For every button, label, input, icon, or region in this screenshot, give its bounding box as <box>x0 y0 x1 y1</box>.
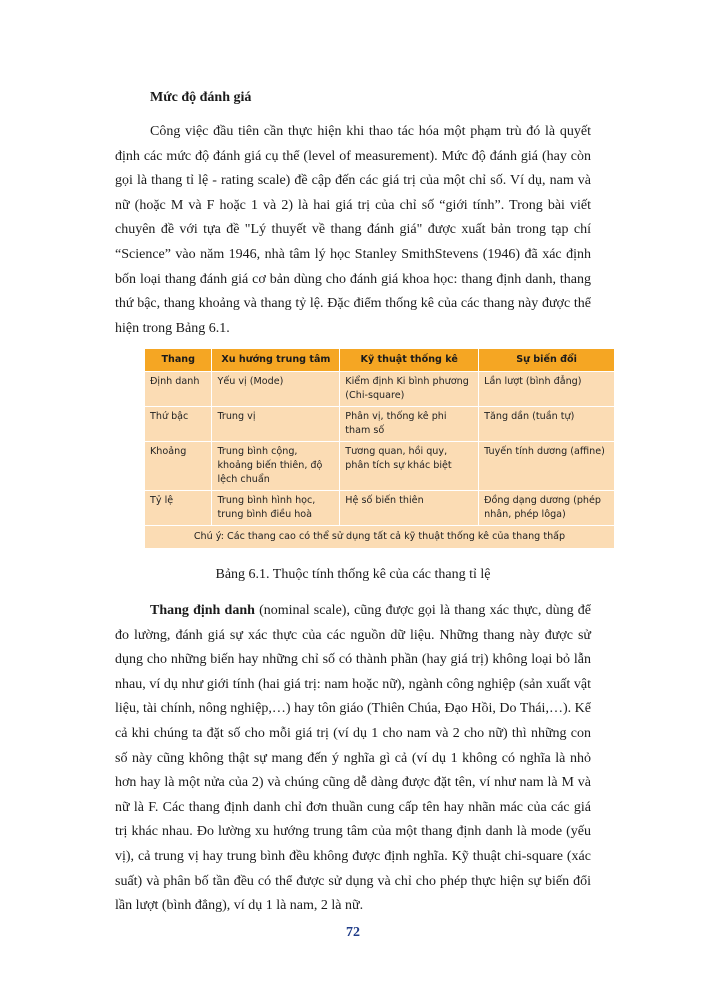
nominal-scale-paragraph <box>115 599 591 919</box>
table-row <box>145 442 615 491</box>
table-header-cell: Thang <box>145 349 212 372</box>
table-cell: Trung bình cộng, khoảng biến thiên, độ lệch chuẩn <box>212 442 340 491</box>
table-cell: Tương quan, hồi quy, phân tích sự khác biệt <box>340 442 479 491</box>
table-row <box>145 407 615 442</box>
table-cell: Tuyến tính dương (affine) <box>479 442 615 491</box>
table-cell: Đồng dạng dương (phép nhân, phép lôga) <box>479 491 615 526</box>
table-cell: Định danh <box>145 372 212 407</box>
table-cell: Tăng dần (tuần tự) <box>479 407 615 442</box>
table-header-cell: Kỹ thuật thống kê <box>340 349 479 372</box>
nominal-scale-text: (nominal scale), cũng được gọi là thang xác thực, dùng để đo lường, đánh giá sự xác thực của các nguồn dữ liệu. Những thang này được sử dụng cho những biến hay những chỉ số có thành phần (hay giá trị) không loại bỏ lẫn nhau, ví dụ như giới tính (hai giá trị: nam hoặc nữ), ngành công nghiệp (sản xuất vật liệu, tài chính, nông nghiệp,…) hay tôn giáo (Thiên Chúa, Đạo Hồi, Do Thái,…). Kể cả khi chúng ta đặt số cho mỗi giá trị (ví dụ 1 cho nam và 2 cho nữ) thì những con số này cũng không thật sự mang đến ý nghĩa gì cả (ví dụ 1 không có nghĩa là nhỏ hơn hay là một nửa của 2) và chúng cũng dễ dàng được đặt tên, ví như nam là M và nữ là F. Các thang định danh chỉ đơn thuần cung cấp tên hay nhãn mác của các giá trị khác nhau. Đo lường xu hướng trung tâm của một thang định danh là mode (yếu vị), cả trung vị hay trung bình đều không được định nghĩa. Kỹ thuật chi-square (xác suất) và phân bố tần đều có thể được sử dụng và chỉ cho phép thực hiện sự biến đổi lần lượt (bình đẳng), ví dụ 1 là nam, 2 là nữ. <box>115 603 591 914</box>
page-number: 72 <box>346 925 360 940</box>
table-cell: Kiểm định Ki bình phương (Chi-square) <box>340 372 479 407</box>
table-cell: Hệ số biến thiên <box>340 491 479 526</box>
table-cell: Thứ bậc <box>145 407 212 442</box>
table-cell: Khoảng <box>145 442 212 491</box>
intro-paragraph <box>115 120 591 341</box>
table-header-cell: Xu hướng trung tâm <box>212 349 340 372</box>
table-caption: Bảng 6.1. Thuộc tính thống kê của các thang tỉ lệ <box>215 567 491 582</box>
table-cell: Tỷ lệ <box>145 491 212 526</box>
intro-paragraph-text: Công việc đầu tiên cần thực hiện khi thao tác hóa một phạm trù đó là quyết định các mức độ đánh giá cụ thể (level of measurement). Mức độ đánh giá (hay còn gọi là thang tỉ lệ - rating scale) đề cập đến các giá trị của một chỉ số. Ví dụ, nam và nữ (hoặc M và F hoặc 1 và 2) là hai giá trị của chỉ số “giới tính”. Trong bài viết chuyên đề với tựa đề "Lý thuyết về thang đánh giá" được xuất bản trong tạp chí “Science” vào năm 1946, nhà tâm lý học Stanley SmithStevens (1946) đã xác định bốn loại thang đánh giá cơ bản dùng cho đánh giá khoa học: thang định danh, thang thứ bậc, thang khoảng và thang tỷ lệ. Đặc điểm thống kê của các thang này được thể hiện trong Bảng 6.1. <box>115 124 591 336</box>
table-note: Chú ý: Các thang cao có thể sử dụng tất cả kỹ thuật thống kê của thang thấp <box>145 526 615 549</box>
nominal-scale-term: Thang định danh <box>150 603 255 618</box>
table-row <box>145 491 615 526</box>
table-note-row <box>145 526 615 549</box>
table-cell: Lần lượt (bình đẳng) <box>479 372 615 407</box>
statistics-table <box>145 349 615 548</box>
table-cell: Phân vị, thống kê phi tham số <box>340 407 479 442</box>
section-heading: Mức độ đánh giá <box>150 90 252 105</box>
table-header-row <box>145 349 615 372</box>
table-row <box>145 372 615 407</box>
table-cell: Trung bình hình học, trung bình điều hoà <box>212 491 340 526</box>
table-header-cell: Sự biến đổi <box>479 349 615 372</box>
table-cell: Yếu vị (Mode) <box>212 372 340 407</box>
table-cell: Trung vị <box>212 407 340 442</box>
